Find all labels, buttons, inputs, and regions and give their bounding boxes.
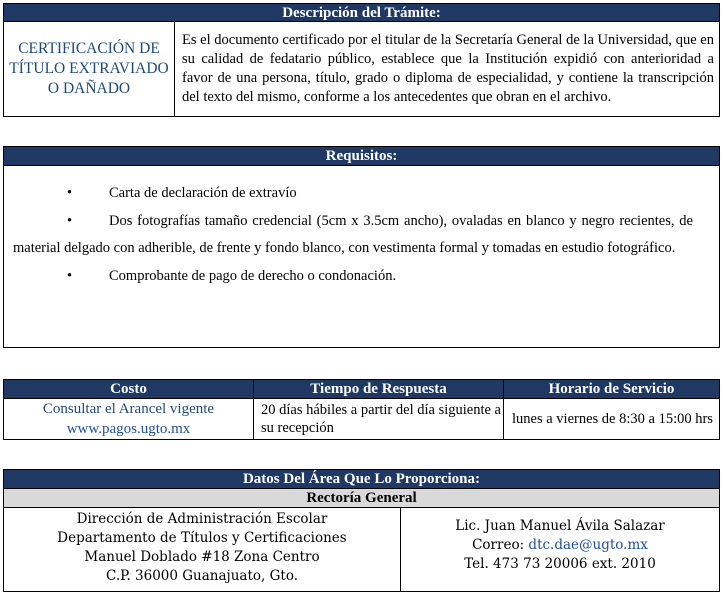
requirements-list xyxy=(3,166,720,348)
contact-email-row xyxy=(401,536,719,555)
list-item xyxy=(13,263,693,291)
cost-cell xyxy=(4,399,254,440)
list-item xyxy=(13,208,693,263)
schedule: lunes a viernes de 8:30 a 15:00 hrs xyxy=(504,399,720,440)
area-section xyxy=(3,469,720,592)
email-label: Correo: xyxy=(472,537,529,553)
service-section xyxy=(3,379,720,440)
cost-text: Consultar el Arancel vigente xyxy=(42,401,215,417)
email-link[interactable]: dtc.dae@ugto.mx xyxy=(528,537,648,553)
bullet: • xyxy=(67,212,73,229)
address-line: Departamento de Títulos y Certificaciones xyxy=(57,530,347,546)
description-table xyxy=(3,22,720,117)
bullet: • xyxy=(67,267,73,284)
area-header: Datos Del Área Que Lo Proporciona: xyxy=(3,469,720,489)
description-header: Descripción del Trámite: xyxy=(3,3,720,22)
contact-cell xyxy=(401,508,720,592)
address-line: C.P. 36000 Guanajuato, Gto. xyxy=(105,568,299,584)
payments-link[interactable]: www.pagos.ugto.mx xyxy=(66,421,191,437)
area-subheader: Rectoría General xyxy=(3,489,720,508)
contact-phone: Tel. 473 73 20006 ext. 2010 xyxy=(464,556,656,572)
requirement-text: Comprobante de pago de derecho o condonación. xyxy=(109,267,397,284)
area-table xyxy=(3,508,720,592)
response-time: 20 días hábiles a partir del día siguiente a su recepción xyxy=(254,399,504,440)
schedule-header: Horario de Servicio xyxy=(504,380,720,399)
service-table xyxy=(3,379,720,440)
contact-name: Lic. Juan Manuel Ávila Salazar xyxy=(455,518,665,534)
procedure-description: Es el documento certificado por el titular de la Secretaría General de la Universidad, que en su calidad de fedatario público, establece que la Institución expidió con anterioridad a favor de una persona, título, grado o diploma de especialidad, y contiene la transcripción del texto del mismo, conforme a los antecedentes que obran en el archivo. xyxy=(175,22,720,117)
address-line: Dirección de Administración Escolar xyxy=(76,511,328,527)
requirements-header: Requisitos: xyxy=(3,146,720,166)
response-time-header: Tiempo de Respuesta xyxy=(254,380,504,399)
procedure-name: CERTIFICACIÓN DE TÍTULO EXTRAVIADO O DAÑADO xyxy=(4,22,175,117)
requirement-text: Carta de declaración de extravío xyxy=(109,185,297,201)
address-cell xyxy=(4,508,401,592)
description-section xyxy=(3,3,720,117)
requirement-text: Dos fotografías tamaño credencial (5cm x 3.5cm ancho), ovaladas en blanco y negro recientes, de material delgado con adherible, de frente y fondo blanco, con vestimenta formal y tomadas en estudio fotográfico. xyxy=(13,212,693,256)
requirements-section xyxy=(3,146,720,348)
address-line: Manuel Doblado #18 Zona Centro xyxy=(84,549,320,565)
cost-header: Costo xyxy=(4,380,254,399)
list-item xyxy=(13,180,693,208)
bullet: • xyxy=(67,185,73,201)
